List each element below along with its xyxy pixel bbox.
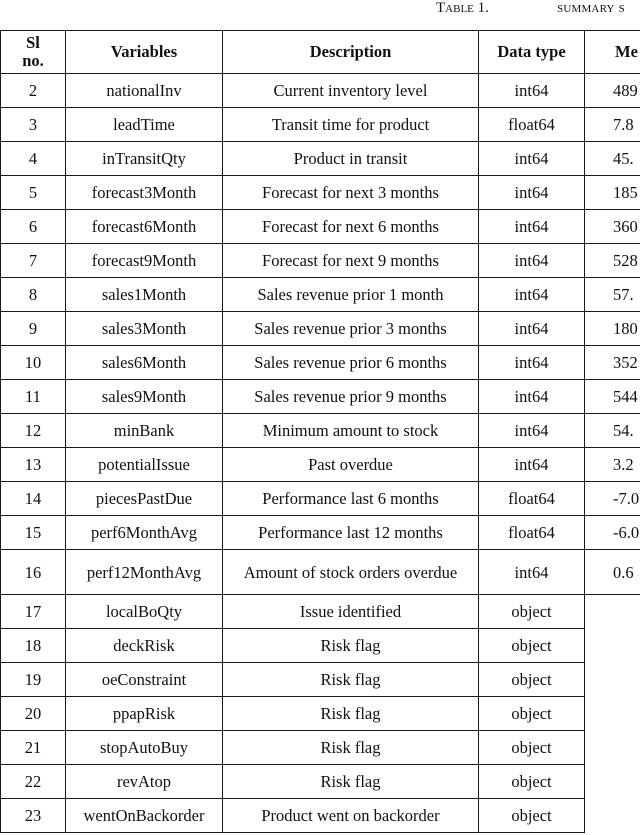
cell-variable: forecast6Month xyxy=(66,210,223,244)
cell-sl-no: 14 xyxy=(1,482,66,516)
cell-variable: stopAutoBuy xyxy=(66,731,223,765)
cell-data-type: int64 xyxy=(479,346,585,380)
cell-variable: sales6Month xyxy=(66,346,223,380)
cell-description: Transit time for product xyxy=(223,108,479,142)
table-row xyxy=(1,799,640,833)
cell-variable: oeConstraint xyxy=(66,663,223,697)
cell-description: Risk flag xyxy=(223,697,479,731)
cell-description: Risk flag xyxy=(223,629,479,663)
cell-mean xyxy=(585,663,640,697)
cell-description: Sales revenue prior 9 months xyxy=(223,380,479,414)
cell-mean: 360 xyxy=(585,210,640,244)
table-row xyxy=(1,629,640,663)
cell-sl-no: 2 xyxy=(1,74,66,108)
cell-mean: 185 xyxy=(585,176,640,210)
cell-mean: 54. xyxy=(585,414,640,448)
cell-sl-no: 3 xyxy=(1,108,66,142)
cell-sl-no: 12 xyxy=(1,414,66,448)
cell-data-type: object xyxy=(479,765,585,799)
cell-data-type: int64 xyxy=(479,448,585,482)
cell-sl-no: 11 xyxy=(1,380,66,414)
cell-data-type: object xyxy=(479,731,585,765)
cell-variable: leadTime xyxy=(66,108,223,142)
cell-mean xyxy=(585,595,640,629)
cell-description: Sales revenue prior 3 months xyxy=(223,312,479,346)
cell-description: Performance last 6 months xyxy=(223,482,479,516)
table-row xyxy=(1,550,640,595)
table-row xyxy=(1,595,640,629)
cell-sl-no: 5 xyxy=(1,176,66,210)
header-sl-no: Sl no. xyxy=(1,31,66,74)
table-caption-label: Table 1. xyxy=(436,0,489,16)
cell-description: Forecast for next 9 months xyxy=(223,244,479,278)
cell-description: Sales revenue prior 6 months xyxy=(223,346,479,380)
cell-description: Issue identified xyxy=(223,595,479,629)
cell-description: Product in transit xyxy=(223,142,479,176)
cell-description: Risk flag xyxy=(223,765,479,799)
cell-description: Minimum amount to stock xyxy=(223,414,479,448)
table-row xyxy=(1,176,640,210)
cell-description: Current inventory level xyxy=(223,74,479,108)
cell-sl-no: 8 xyxy=(1,278,66,312)
cell-variable: revAtop xyxy=(66,765,223,799)
cell-data-type: float64 xyxy=(479,482,585,516)
cell-variable: deckRisk xyxy=(66,629,223,663)
table-row xyxy=(1,765,640,799)
cell-data-type: int64 xyxy=(479,176,585,210)
cell-mean xyxy=(585,731,640,765)
cell-data-type: float64 xyxy=(479,516,585,550)
summary-table xyxy=(0,30,640,833)
cell-mean: 0.6 xyxy=(585,550,640,595)
table-row xyxy=(1,516,640,550)
table-row xyxy=(1,312,640,346)
cell-variable: inTransitQty xyxy=(66,142,223,176)
table-caption-title: summary s xyxy=(557,0,625,16)
cell-data-type: int64 xyxy=(479,74,585,108)
cell-description: Risk flag xyxy=(223,731,479,765)
cell-variable: nationalInv xyxy=(66,74,223,108)
cell-mean xyxy=(585,697,640,731)
cell-data-type: int64 xyxy=(479,244,585,278)
cell-mean: -7.0 xyxy=(585,482,640,516)
table-row xyxy=(1,74,640,108)
cell-sl-no: 20 xyxy=(1,697,66,731)
table-row xyxy=(1,210,640,244)
table-row xyxy=(1,448,640,482)
cell-sl-no: 13 xyxy=(1,448,66,482)
cell-variable: ppapRisk xyxy=(66,697,223,731)
table-row xyxy=(1,278,640,312)
cell-variable: potentialIssue xyxy=(66,448,223,482)
cell-variable: perf6MonthAvg xyxy=(66,516,223,550)
cell-data-type: int64 xyxy=(479,142,585,176)
cell-sl-no: 10 xyxy=(1,346,66,380)
cell-mean: 45. xyxy=(585,142,640,176)
cell-sl-no: 19 xyxy=(1,663,66,697)
cell-sl-no: 21 xyxy=(1,731,66,765)
table-row xyxy=(1,697,640,731)
cell-mean xyxy=(585,629,640,663)
cell-mean: 180 xyxy=(585,312,640,346)
cell-data-type: int64 xyxy=(479,380,585,414)
table-caption xyxy=(0,0,640,28)
cell-description: Amount of stock orders overdue xyxy=(223,550,479,595)
header-mean: Me xyxy=(585,31,640,74)
cell-variable: localBoQty xyxy=(66,595,223,629)
cell-variable: sales9Month xyxy=(66,380,223,414)
cell-sl-no: 17 xyxy=(1,595,66,629)
cell-data-type: object xyxy=(479,595,585,629)
cell-description: Forecast for next 6 months xyxy=(223,210,479,244)
cell-mean: 3.2 xyxy=(585,448,640,482)
header-description: Description xyxy=(223,31,479,74)
table-row xyxy=(1,731,640,765)
cell-variable: perf12MonthAvg xyxy=(66,550,223,595)
cell-mean: 57. xyxy=(585,278,640,312)
table-body xyxy=(1,74,640,833)
cell-mean xyxy=(585,799,640,833)
cell-data-type: float64 xyxy=(479,108,585,142)
table-row xyxy=(1,663,640,697)
cell-data-type: int64 xyxy=(479,550,585,595)
cell-description: Sales revenue prior 1 month xyxy=(223,278,479,312)
table-row xyxy=(1,482,640,516)
cell-variable: forecast3Month xyxy=(66,176,223,210)
cell-mean: -6.0 xyxy=(585,516,640,550)
cell-description: Past overdue xyxy=(223,448,479,482)
cell-mean: 489 xyxy=(585,74,640,108)
cell-data-type: int64 xyxy=(479,210,585,244)
cell-mean: 528 xyxy=(585,244,640,278)
cell-data-type: object xyxy=(479,697,585,731)
cell-data-type: int64 xyxy=(479,414,585,448)
cell-variable: sales1Month xyxy=(66,278,223,312)
cell-variable: forecast9Month xyxy=(66,244,223,278)
cell-description: Forecast for next 3 months xyxy=(223,176,479,210)
cell-data-type: int64 xyxy=(479,278,585,312)
cell-sl-no: 23 xyxy=(1,799,66,833)
cell-sl-no: 4 xyxy=(1,142,66,176)
cell-description: Product went on backorder xyxy=(223,799,479,833)
cell-data-type: object xyxy=(479,629,585,663)
header-data-type: Data type xyxy=(479,31,585,74)
cell-description: Risk flag xyxy=(223,663,479,697)
cell-sl-no: 18 xyxy=(1,629,66,663)
cell-variable: sales3Month xyxy=(66,312,223,346)
table-row xyxy=(1,142,640,176)
cell-mean: 352 xyxy=(585,346,640,380)
cell-variable: minBank xyxy=(66,414,223,448)
cell-sl-no: 9 xyxy=(1,312,66,346)
cell-variable: piecesPastDue xyxy=(66,482,223,516)
cell-data-type: object xyxy=(479,799,585,833)
table-row xyxy=(1,346,640,380)
table-row xyxy=(1,380,640,414)
cell-mean xyxy=(585,765,640,799)
cell-variable: wentOnBackorder xyxy=(66,799,223,833)
table-row xyxy=(1,414,640,448)
header-variables: Variables xyxy=(66,31,223,74)
cell-description: Performance last 12 months xyxy=(223,516,479,550)
cell-mean: 544 xyxy=(585,380,640,414)
cell-sl-no: 22 xyxy=(1,765,66,799)
table-row xyxy=(1,244,640,278)
cell-sl-no: 7 xyxy=(1,244,66,278)
cell-sl-no: 15 xyxy=(1,516,66,550)
cell-data-type: object xyxy=(479,663,585,697)
cell-mean: 7.8 xyxy=(585,108,640,142)
cell-sl-no: 6 xyxy=(1,210,66,244)
cell-data-type: int64 xyxy=(479,312,585,346)
table-row xyxy=(1,108,640,142)
cell-sl-no: 16 xyxy=(1,550,66,595)
table-header-row xyxy=(1,31,640,74)
